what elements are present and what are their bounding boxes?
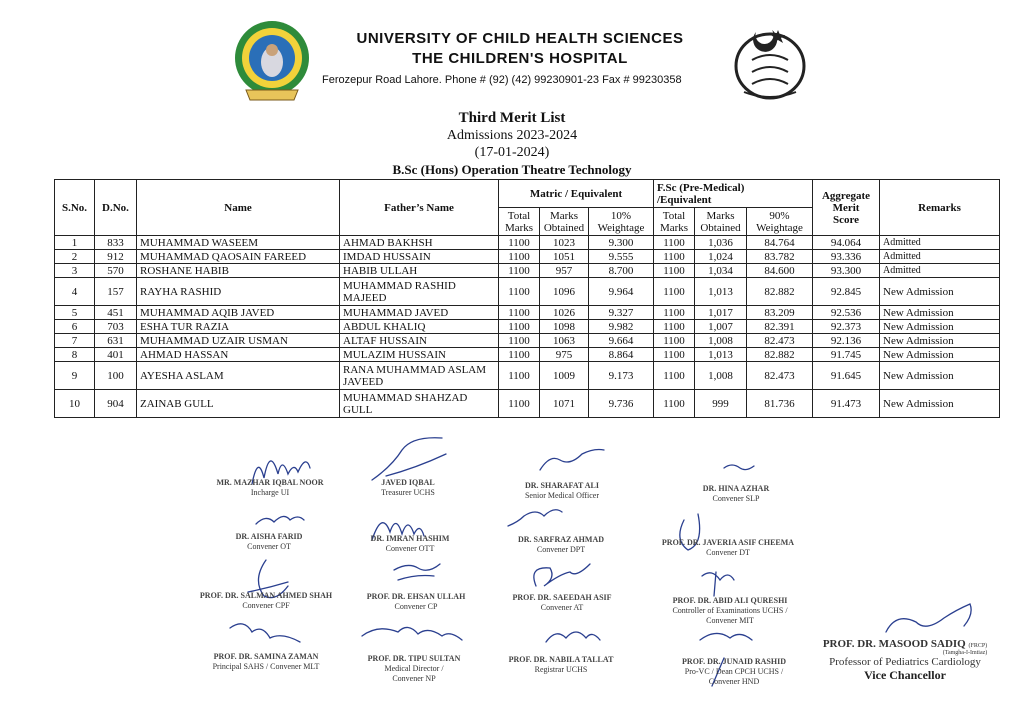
cell-remarks: Admitted	[880, 250, 1000, 264]
signature-mark-10	[534, 564, 590, 586]
cell-matric-weightage: 9.555	[589, 250, 654, 264]
signatory-10: PROF. DR. EHSAN ULLAH Convener CP	[366, 592, 466, 611]
cell-matric-total: 1100	[499, 264, 540, 278]
cell-father: ABDUL KHALIQ	[340, 320, 499, 334]
cell-remarks: New Admission	[880, 278, 1000, 306]
header-aggregate-line1: Aggregate	[821, 189, 871, 202]
signature-mark-5	[256, 516, 304, 524]
cell-remarks: New Admission	[880, 306, 1000, 320]
header-fsc-line2: /Equivalent	[657, 193, 712, 206]
cell-matric-total: 1100	[499, 362, 540, 390]
cell-aggregate: 92.845	[813, 278, 880, 306]
cell-fsc-total: 1100	[654, 250, 695, 264]
signatory-3: DR. SHARAFAT ALI Senior Medical Officer	[524, 481, 600, 500]
cell-name: AHMAD HASSAN	[137, 348, 340, 362]
signatory-13: PROF. DR. SAMINA ZAMAN Principal SAHS / Convener MLT	[212, 652, 320, 671]
cell-fsc-weightage: 84.764	[747, 236, 813, 250]
cell-sno: 8	[55, 348, 95, 362]
cell-aggregate: 91.745	[813, 348, 880, 362]
cell-name: MUHAMMAD QAOSAIN FAREED	[137, 250, 340, 264]
signature-mark-12	[230, 624, 300, 642]
cell-sno: 2	[55, 250, 95, 264]
merit-list-title: Third Merit List	[458, 110, 566, 126]
cell-matric-weightage: 8.864	[589, 348, 654, 362]
cell-fsc-weightage: 82.882	[747, 278, 813, 306]
cell-remarks: New Admission	[880, 334, 1000, 348]
cell-fsc-weightage: 82.473	[747, 334, 813, 348]
cell-matric-total: 1100	[499, 250, 540, 264]
cell-father: AHMAD BAKHSH	[340, 236, 499, 250]
signatory-14: PROF. DR. TIPU SULTAN Medical Director / Convener NP	[367, 654, 461, 683]
header-dno: D.No.	[95, 180, 137, 236]
cell-fsc-weightage: 82.882	[747, 348, 813, 362]
header-matric-obtained: Marks Obtained	[540, 208, 589, 236]
vc-name: PROF. DR. MASOOD SADIQ (FRCP)	[822, 638, 988, 650]
cell-sno: 7	[55, 334, 95, 348]
header-fsc-line1: F.Sc (Pre-Medical)	[657, 181, 745, 194]
cell-matric-obtained: 1098	[540, 320, 589, 334]
cell-dno: 570	[95, 264, 137, 278]
cell-name: AYESHA ASLAM	[137, 362, 340, 390]
cell-father: MULAZIM HUSSAIN	[340, 348, 499, 362]
cell-aggregate: 93.336	[813, 250, 880, 264]
cell-name: RAYHA RASHID	[137, 278, 340, 306]
cell-matric-weightage: 9.982	[589, 320, 654, 334]
signatory-6: DR. IMRAN HASHIM Convener OTT	[370, 534, 450, 553]
vc-honour: (Tamgha-I-Imtiaz)	[942, 650, 988, 656]
signature-mark-11	[702, 572, 734, 596]
cell-matric-obtained: 957	[540, 264, 589, 278]
header-aggregate-line3: Score	[832, 213, 860, 226]
cell-remarks: Admitted	[880, 236, 1000, 250]
university-name: UNIVERSITY OF CHILD HEALTH SCIENCES	[356, 30, 684, 47]
signature-mark-3	[540, 450, 604, 471]
cell-matric-obtained: 1096	[540, 278, 589, 306]
cell-fsc-weightage: 83.209	[747, 306, 813, 320]
address-line: Ferozepur Road Lahore. Phone # (92) (42) 99230901-23 Fax # 99230358	[322, 74, 682, 86]
cell-father: MUHAMMAD SHAHZAD GULL	[340, 390, 499, 418]
cell-sno: 6	[55, 320, 95, 334]
cell-remarks: New Admission	[880, 390, 1000, 418]
signatory-4: DR. HINA AZHAR Convener SLP	[702, 484, 770, 503]
cell-aggregate: 93.300	[813, 264, 880, 278]
cell-fsc-total: 1100	[654, 362, 695, 390]
vice-chancellor-block	[790, 638, 1020, 683]
cell-name: MUHAMMAD AQIB JAVED	[137, 306, 340, 320]
cell-dno: 100	[95, 362, 137, 390]
signatory-12: PROF. DR. ABID ALI QURESHI Controller of Examinations UCHS / Convener MIT	[672, 596, 788, 625]
cell-fsc-obtained: 1,013	[695, 278, 747, 306]
header-fsc-obtained: Marks Obtained	[695, 208, 747, 236]
cell-sno: 3	[55, 264, 95, 278]
cell-fsc-obtained: 1,024	[695, 250, 747, 264]
cell-father: MUHAMMAD RASHID MAJEED	[340, 278, 499, 306]
cell-sno: 1	[55, 236, 95, 250]
program-name: B.Sc (Hons) Operation Theatre Technology	[392, 162, 632, 177]
cell-fsc-total: 1100	[654, 264, 695, 278]
cell-matric-weightage: 9.300	[589, 236, 654, 250]
signatory-2: JAVED IQBAL Treasurer UCHS	[381, 478, 435, 497]
cell-name: ESHA TUR RAZIA	[137, 320, 340, 334]
cell-matric-total: 1100	[499, 236, 540, 250]
cell-aggregate: 94.064	[813, 236, 880, 250]
cell-remarks: Admitted	[880, 264, 1000, 278]
header-fsc-total: Total Marks	[654, 208, 695, 236]
cell-matric-weightage: 9.736	[589, 390, 654, 418]
signatory-11: PROF. DR. SAEEDAH ASIF Convener AT	[512, 593, 612, 612]
cell-father: ALTAF HUSSAIN	[340, 334, 499, 348]
cell-aggregate: 91.645	[813, 362, 880, 390]
cell-name: MUHAMMAD UZAIR USMAN	[137, 334, 340, 348]
cell-fsc-obtained: 1,008	[695, 362, 747, 390]
cell-matric-obtained: 1009	[540, 362, 589, 390]
cell-name: ROSHANE HABIB	[137, 264, 340, 278]
cell-name: MUHAMMAD WASEEM	[137, 236, 340, 250]
cell-matric-weightage: 9.664	[589, 334, 654, 348]
cell-remarks: New Admission	[880, 320, 1000, 334]
signatory-5: DR. AISHA FARID Convener OT	[235, 532, 303, 551]
cell-fsc-weightage: 82.473	[747, 362, 813, 390]
vc-position: Vice Chancellor	[864, 668, 946, 682]
header-matric-weightage: 10% Weightage	[589, 208, 654, 236]
cell-dno: 703	[95, 320, 137, 334]
header-sno: S.No.	[55, 180, 95, 236]
signature-mark-2	[372, 438, 446, 480]
cell-dno: 401	[95, 348, 137, 362]
cell-father: MUHAMMAD JAVED	[340, 306, 499, 320]
admissions-year: Admissions 2023-2024	[446, 128, 578, 143]
cell-fsc-total: 1100	[654, 236, 695, 250]
cell-aggregate: 92.373	[813, 320, 880, 334]
cell-fsc-weightage: 83.782	[747, 250, 813, 264]
cell-fsc-total: 1100	[654, 334, 695, 348]
header-aggregate-line2: Merit	[832, 201, 860, 214]
signatory-16: PROF. DR. JUNAID RASHID Pro-VC / Dean CPCH UCHS / Convener HND	[682, 657, 786, 686]
cell-fsc-total: 1100	[654, 278, 695, 306]
signature-mark-9	[394, 564, 440, 580]
cell-fsc-weightage: 82.391	[747, 320, 813, 334]
cell-matric-weightage: 8.700	[589, 264, 654, 278]
cell-matric-obtained: 1023	[540, 236, 589, 250]
cell-fsc-weightage: 84.600	[747, 264, 813, 278]
header-remarks: Remarks	[880, 180, 1000, 236]
cell-aggregate: 92.136	[813, 334, 880, 348]
header-father: Father’s Name	[340, 180, 499, 236]
signatory-15: PROF. DR. NABILA TALLAT Registrar UCHS	[508, 655, 614, 674]
cell-fsc-obtained: 1,013	[695, 348, 747, 362]
cell-fsc-obtained: 1,007	[695, 320, 747, 334]
cell-aggregate: 92.536	[813, 306, 880, 320]
cell-dno: 912	[95, 250, 137, 264]
signatory-9: PROF. DR. SALMAN AHMED SHAH Convener CPF	[199, 591, 333, 610]
cell-aggregate: 91.473	[813, 390, 880, 418]
cell-fsc-obtained: 1,034	[695, 264, 747, 278]
cell-fsc-total: 1100	[654, 348, 695, 362]
cell-matric-total: 1100	[499, 348, 540, 362]
header-name: Name	[137, 180, 340, 236]
cell-matric-total: 1100	[499, 334, 540, 348]
cell-fsc-obtained: 999	[695, 390, 747, 418]
cell-fsc-obtained: 1,008	[695, 334, 747, 348]
cell-matric-weightage: 9.964	[589, 278, 654, 306]
signatory-7: DR. SARFRAZ AHMAD Convener DPT	[518, 535, 604, 554]
cell-sno: 4	[55, 278, 95, 306]
cell-matric-total: 1100	[499, 278, 540, 306]
cell-father: HABIB ULLAH	[340, 264, 499, 278]
cell-fsc-weightage: 81.736	[747, 390, 813, 418]
signatory-8: PROF. DR. JAVERIA ASIF CHEEMA Convener DT	[661, 538, 795, 557]
signature-mark-14	[546, 632, 600, 642]
cell-dno: 451	[95, 306, 137, 320]
cell-fsc-obtained: 1,017	[695, 306, 747, 320]
cell-matric-weightage: 9.173	[589, 362, 654, 390]
signatory-1: MR. MAZHAR IQBAL NOOR Incharge UI	[216, 478, 324, 497]
cell-fsc-total: 1100	[654, 306, 695, 320]
signature-mark-13	[362, 627, 462, 640]
cell-matric-obtained: 1071	[540, 390, 589, 418]
cell-sno: 10	[55, 390, 95, 418]
cell-remarks: New Admission	[880, 348, 1000, 362]
hospital-name: THE CHILDREN'S HOSPITAL	[412, 50, 628, 67]
cell-dno: 833	[95, 236, 137, 250]
cell-dno: 904	[95, 390, 137, 418]
cell-matric-total: 1100	[499, 320, 540, 334]
cell-matric-obtained: 1026	[540, 306, 589, 320]
cell-matric-obtained: 975	[540, 348, 589, 362]
cell-fsc-total: 1100	[654, 390, 695, 418]
cell-remarks: New Admission	[880, 362, 1000, 390]
header-fsc-weightage: 90% Weightage	[747, 208, 813, 236]
cell-matric-weightage: 9.327	[589, 306, 654, 320]
cell-sno: 9	[55, 362, 95, 390]
cell-matric-obtained: 1063	[540, 334, 589, 348]
cell-father: RANA MUHAMMAD ASLAM JAVEED	[340, 362, 499, 390]
cell-father: IMDAD HUSSAIN	[340, 250, 499, 264]
cell-dno: 631	[95, 334, 137, 348]
cell-fsc-obtained: 1,036	[695, 236, 747, 250]
cell-matric-total: 1100	[499, 390, 540, 418]
cell-fsc-total: 1100	[654, 320, 695, 334]
cell-sno: 5	[55, 306, 95, 320]
cell-matric-total: 1100	[499, 306, 540, 320]
list-date: (17-01-2024)	[474, 145, 550, 160]
vc-title: Professor of Pediatrics Cardiology	[829, 656, 981, 668]
header-matric-total: Total Marks	[499, 208, 540, 236]
cell-name: ZAINAB GULL	[137, 390, 340, 418]
cell-matric-obtained: 1051	[540, 250, 589, 264]
header-matric: Matric / Equivalent	[499, 180, 654, 208]
signature-mark-16	[886, 604, 971, 632]
signature-mark-7	[508, 510, 562, 526]
cell-dno: 157	[95, 278, 137, 306]
